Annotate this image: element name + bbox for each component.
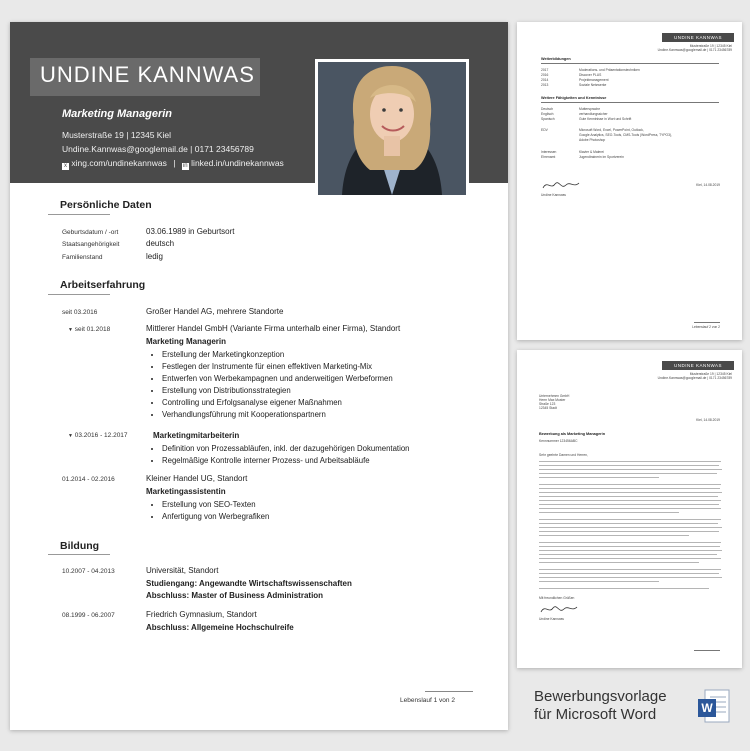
caret-down-icon: ▼: [68, 327, 73, 333]
work-date-text: seit 01.2018: [74, 326, 111, 333]
education-detail: Abschluss: Master of Business Administration: [146, 591, 324, 600]
mini-rule: [541, 63, 719, 64]
section-title-personal: Persönliche Daten: [60, 199, 152, 211]
section-title-education: Bildung: [60, 540, 100, 552]
mini-date: Deutsch: [541, 107, 554, 111]
mini-text: Discover PLUS: [579, 73, 602, 77]
mini-date: Interessen: [541, 150, 557, 154]
personal-value: deutsch: [146, 239, 175, 248]
work-title: Marketing Managerin: [146, 337, 227, 346]
applicant-name: UNDINE KANNWAS: [40, 62, 255, 87]
mini-ref: Kennnummer 123456ABC: [539, 439, 578, 443]
mini-text: Klavier & Malerei: [579, 150, 604, 154]
template-branding: [534, 688, 667, 724]
branding-line-2: für Microsoft Word: [534, 706, 657, 723]
address-line: Musterstraße 19 | 12345 Kiel: [62, 130, 171, 140]
mini-text: verhandlungssicher: [579, 112, 608, 116]
mini-recipient: Herrn Max Muster: [539, 398, 566, 402]
mini-date: EDV: [541, 128, 548, 132]
work-date: [68, 432, 128, 439]
list-item: • Regelmäßige Kontrolle interner Prozess- und Arbeitsabläufe: [162, 455, 410, 467]
linkedin-link[interactable]: linked.in/undinekannwas: [191, 158, 284, 168]
section-divider: [48, 214, 110, 215]
mini-date: Englisch: [541, 112, 554, 116]
mini-text: Moderations- und Präsentationstechniken: [579, 68, 640, 72]
work-date: [68, 326, 110, 333]
list-item: • Controlling und Erfolgsanalyse eigener Maßnahmen: [162, 397, 393, 409]
signature-scribble: [541, 178, 581, 192]
branding-line-1: Bewerbungsvorlage: [534, 688, 667, 705]
social-line: [62, 158, 284, 170]
contact-line: Undine.Kannwas@googlemail.de | 0171 23456789: [62, 144, 254, 154]
work-company: Mittlerer Handel GmbH (Variante Firma unterhalb einer Firma), Standort: [146, 324, 401, 333]
education-date: 08.1999 - 06.2007: [62, 612, 115, 619]
mini-signature-name: Undine Kannwas: [541, 193, 566, 197]
list-item: • Erstellung von SEO-Texten: [162, 499, 269, 511]
work-bullets: [150, 443, 410, 467]
mini-text: Google Analytics, SEO-Tools, CMS-Tools (WordPress, TYPO3),: [579, 133, 672, 137]
work-title: Marketingmitarbeiterin: [153, 431, 240, 440]
mini-date: Kiel, 14.08.2019: [696, 418, 720, 422]
education-date: 10.2007 - 04.2013: [62, 568, 115, 575]
mini-date: 2016: [541, 73, 549, 77]
mini-footer-rule: [694, 322, 720, 323]
mini-date: 2013: [541, 83, 549, 87]
section-divider: [48, 554, 110, 555]
list-item: • Erstellung von Distributionsstrategien: [162, 385, 393, 397]
mini-header: UNDINE KANNWAS: [662, 33, 734, 42]
section-title-work: Arbeitserfahrung: [60, 279, 146, 291]
mini-address: Musterstraße 19 | 12345 Kiel: [689, 372, 732, 376]
list-item: • Entwerfen von Werbekampagnen und anderweitigen Werbeformen: [162, 373, 393, 385]
mini-address: Musterstraße 19 | 12345 Kiel: [689, 44, 732, 48]
work-company: Kleiner Handel UG, Standort: [146, 474, 248, 483]
mini-recipient: Straße 123: [539, 402, 556, 406]
footer-rule: [425, 691, 473, 692]
list-item: • Verhandlungsführung mit Kooperationspartnern: [162, 409, 393, 421]
xing-link[interactable]: xing.com/undinekannwas: [71, 158, 167, 168]
mini-mail: Undine.Kannwas@googlemail.de | 0171 23456789: [657, 48, 732, 52]
list-item: • Definition von Prozessabläufen, inkl. der dazugehörigen Dokumentation: [162, 443, 410, 455]
mini-text: Microsoft Word, Excel, PowerPoint, Outlook,: [579, 128, 644, 132]
mini-closing: Mit freundlichen Grüßen: [539, 596, 575, 600]
mini-salutation: Sehr geehrte Damen und Herren,: [539, 453, 588, 457]
resume-page-1: [10, 22, 508, 730]
applicant-role: Marketing Managerin: [62, 108, 173, 120]
mini-date: 2017: [541, 68, 549, 72]
linkedin-icon: in: [182, 163, 188, 169]
list-item: • Anfertigung von Werbegrafiken: [162, 511, 269, 523]
mini-text: Projektmanagement: [579, 78, 609, 82]
personal-label: Familienstand: [62, 254, 103, 261]
mini-footer-rule: [694, 650, 720, 651]
list-item: • Festlegen der Instrumente für einen effektiven Marketing-Mix: [162, 361, 393, 373]
resume-page-2-thumbnail[interactable]: [517, 22, 742, 340]
education-school: Friedrich Gymnasium, Standort: [146, 610, 257, 619]
education-school: Universität, Standort: [146, 566, 219, 575]
mini-subject: Bewerbung als Marketing Managerin: [539, 432, 606, 436]
mini-date: Spanisch: [541, 117, 555, 121]
signature-scribble: [539, 602, 579, 616]
mini-section-title: Weitere Fähigkeiten und Kenntnisse: [541, 96, 607, 100]
mini-date: Ehrenamt: [541, 155, 556, 159]
work-date: seit 03.2016: [62, 309, 98, 316]
caret-down-icon: ▼: [68, 433, 73, 439]
word-document-icon: [697, 688, 731, 726]
mini-section-title: Weiterbildungen: [541, 57, 571, 61]
section-divider: [48, 294, 110, 295]
mini-text: Gute Kenntnisse in Wort und Schrift: [579, 117, 632, 121]
work-company: Großer Handel AG, mehrere Standorte: [146, 307, 284, 316]
mini-signature-name: Undine Kannwas: [539, 617, 564, 621]
work-bullets: [150, 349, 393, 421]
mini-header: UNDINE KANNWAS: [662, 361, 734, 370]
personal-label: Staatsangehörigkeit: [62, 241, 120, 248]
education-detail: Abschluss: Allgemeine Hochschulreife: [146, 623, 294, 632]
page-footer: Lebenslauf 1 von 2: [400, 697, 455, 704]
applicant-photo: [315, 59, 469, 198]
mini-text: Adobe Photoshop: [579, 138, 606, 142]
cover-letter-thumbnail[interactable]: [517, 350, 742, 668]
mini-footer: Lebenslauf 2 von 2: [692, 325, 720, 329]
mini-recipient: 12345 Stadt: [539, 406, 557, 410]
word-letter: W: [701, 701, 713, 715]
mini-rule: [541, 102, 719, 103]
work-date-text: 03.2016 - 12.2017: [74, 432, 128, 439]
personal-label: Geburtsdatum / -ort: [62, 229, 119, 236]
personal-value: ledig: [146, 252, 163, 261]
social-separator: |: [173, 158, 176, 168]
xing-icon: x: [64, 163, 67, 169]
mini-place-date: Kiel, 14.08.2019: [696, 183, 720, 187]
personal-value: 03.06.1989 in Geburtsort: [146, 227, 235, 236]
mini-text: Soziale Netzwerke: [579, 83, 607, 87]
list-item: • Erstellung der Marketingkonzeption: [162, 349, 393, 361]
work-date: 01.2014 - 02.2016: [62, 476, 115, 483]
education-detail: Studiengang: Angewandte Wirtschaftswissenschaften: [146, 579, 352, 588]
work-title: Marketingassistentin: [146, 487, 226, 496]
work-bullets: [150, 499, 269, 523]
mini-recipient: Unternehmen GmbH: [539, 394, 570, 398]
mini-mail: Undine.Kannwas@googlemail.de | 0171 23456789: [657, 376, 732, 380]
mini-text: Jugendtrainerin im Sportverein: [579, 155, 624, 159]
mini-date: 2014: [541, 78, 549, 82]
mini-text: Muttersprache: [579, 107, 601, 111]
